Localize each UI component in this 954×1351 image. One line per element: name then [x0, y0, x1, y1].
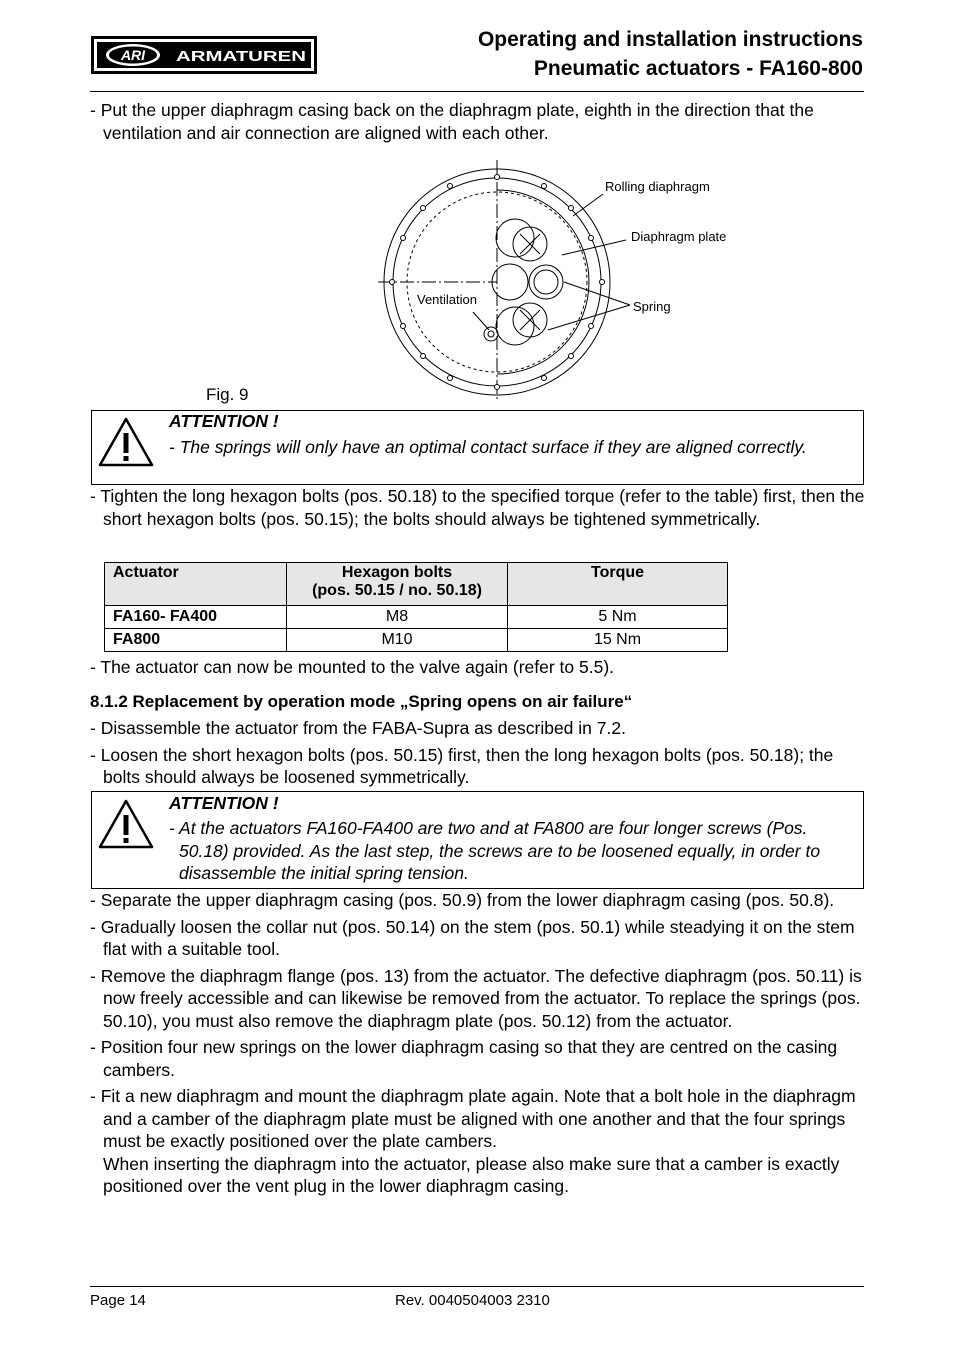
label-diaphragm-plate: Diaphragm plate: [631, 229, 727, 244]
table-cell: 5 Nm: [508, 606, 728, 629]
list-item: - Fit a new diaphragm and mount the diaphragm plate again. Note that a bolt hole in the diaphragm and a camber of the diaphragm plate must be aligned with one another and that the four springs must be exactly positioned over the plate cambers.: [90, 1086, 856, 1151]
header-rule: [90, 91, 864, 92]
table-cell: FA160- FA400: [105, 606, 287, 629]
title-line-1: Operating and installation instructions: [477, 28, 863, 51]
footer-rule: [90, 1286, 864, 1287]
document-title: [478, 25, 863, 83]
torque-table: [104, 562, 728, 652]
list-item: - Gradually loosen the collar nut (pos. 50.14) on the stem (pos. 50.1) while steadying it on the stem flat with a suitable tool.: [90, 916, 855, 959]
table-row: [105, 629, 728, 652]
revision: Rev. 0040504003 2310: [395, 1292, 550, 1309]
table-header-cell: Torque: [508, 563, 728, 606]
list-item: - Disassemble the actuator from the FABA-Supra as described in 7.2.: [90, 718, 626, 738]
svg-text:ARI: ARI: [120, 47, 146, 63]
table-header-row: [105, 563, 728, 606]
actuator-figure: [370, 158, 770, 404]
page-number: Page 14: [90, 1292, 146, 1309]
tighten-paragraph: - Tighten the long hexagon bolts (pos. 50.18) to the specified torque (refer to the table) first, then the short hexagon bolts (pos. 50.15); the bolts should always be tightened symmetrically.: [90, 486, 865, 529]
section-heading: 8.1.2 Replacement by operation mode „Spring opens on air failure“: [90, 692, 633, 711]
steps-b: [90, 889, 865, 1198]
attention-label: ATTENTION !: [169, 411, 279, 431]
list-item: - Remove the diaphragm flange (pos. 13) from the actuator. The defective diaphragm (pos. 50.11) is now freely accessible and can likewise be removed from the actuator. To replace the springs (pos. 50.10), you must also remove the diaphragm plate (pos. 50.12) from the actuator.: [90, 965, 862, 1031]
mount-note: - The actuator can now be mounted to the valve again (refer to 5.5).: [90, 657, 615, 677]
label-rolling-diaphragm: Rolling diaphragm: [605, 179, 710, 194]
table-cell: M8: [287, 606, 508, 629]
attention-label: ATTENTION !: [169, 793, 279, 813]
table-row: [105, 606, 728, 629]
title-line-2: Pneumatic actuators - FA160-800: [533, 57, 863, 80]
steps-a: [90, 717, 865, 789]
svg-text:ARMATUREN: ARMATUREN: [176, 48, 306, 65]
list-item-continuation: When inserting the diaphragm into the actuator, please also make sure that a camber is exactly positioned over the vent plug in the lower diaphragm casing.: [103, 1153, 840, 1196]
list-item: - Loosen the short hexagon bolts (pos. 50.15) first, then the long hexagon bolts (pos. 50.18); the bolts should always be loosened symmetrically.: [90, 744, 834, 787]
warning-icon: [97, 416, 155, 468]
intro-paragraph: - Put the upper diaphragm casing back on the diaphragm plate, eighth in the direction that the ventilation and air connection are aligned with each other.: [90, 100, 814, 143]
attention-text: - At the actuators FA160-FA400 are two and at FA800 are four longer screws (Pos. 50.18) provided. As the last step, the screws are to be loosened equally, in order to disassemble the initial spring tension.: [169, 818, 821, 883]
label-ventilation: Ventilation: [417, 292, 477, 307]
attention-text: - The springs will only have an optimal contact surface if they are aligned correctly.: [169, 437, 807, 457]
table-header-cell: Actuator: [105, 563, 287, 606]
attention-box-1: [91, 410, 864, 485]
table-cell: 15 Nm: [508, 629, 728, 652]
figure-caption: Fig. 9: [206, 385, 249, 404]
table-header-cell: Hexagon bolts (pos. 50.15 / no. 50.18): [287, 563, 508, 606]
table-cell: FA800: [105, 629, 287, 652]
warning-icon: [97, 798, 155, 850]
company-logo: [91, 36, 317, 74]
table-cell: M10: [287, 629, 508, 652]
label-spring: Spring: [633, 299, 671, 314]
list-item: - Position four new springs on the lower diaphragm casing so that they are centred on the casing cambers.: [90, 1037, 838, 1080]
list-item: - Separate the upper diaphragm casing (pos. 50.9) from the lower diaphragm casing (pos. 50.8).: [90, 890, 835, 910]
attention-box-2: [91, 791, 864, 889]
